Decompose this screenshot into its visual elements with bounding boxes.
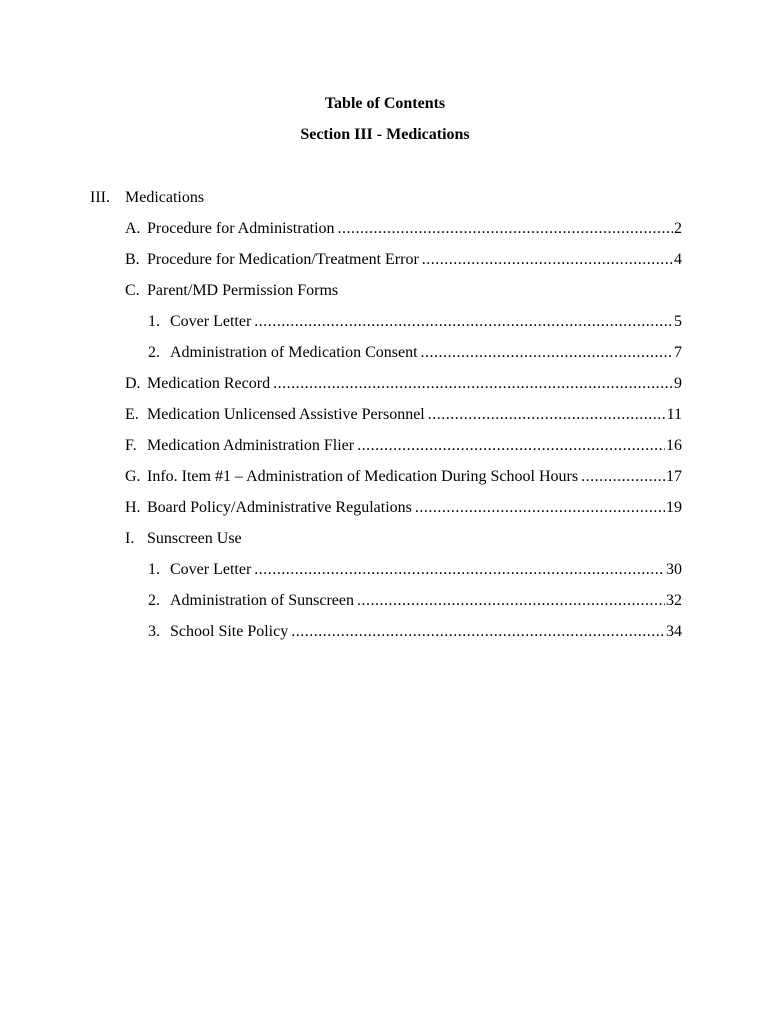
toc-entry[interactable] [0, 467, 682, 498]
toc-dot-leader [254, 312, 673, 332]
toc-page-number: 11 [666, 406, 682, 423]
toc-entry[interactable] [0, 436, 682, 467]
toc-entry-label: Administration of Sunscreen [170, 592, 354, 609]
toc-dot-leader [422, 250, 673, 270]
toc-page-number: 30 [666, 561, 682, 578]
toc-page-number: 17 [666, 468, 682, 485]
toc-entry-label: Medication Unlicensed Assistive Personnel [147, 406, 425, 423]
toc-entry[interactable] [0, 529, 682, 560]
toc-dot-leader [291, 622, 665, 642]
toc-entry[interactable] [0, 498, 682, 529]
toc-entry[interactable] [0, 560, 682, 591]
toc-entry-marker: C. [125, 282, 140, 299]
toc-entry-marker: 2. [148, 592, 160, 609]
toc-entry-label: School Site Policy [170, 623, 289, 640]
toc-entry-marker: 3. [148, 623, 160, 640]
toc-entry-marker: 2. [148, 344, 160, 361]
toc-entry-label: Procedure for Medication/Treatment Error [147, 251, 419, 268]
toc-entry[interactable] [0, 219, 682, 250]
section-heading [90, 188, 204, 208]
toc-entry-label: Medication Record [147, 375, 271, 392]
toc-entry-label: Cover Letter [170, 561, 252, 578]
toc-page-number: 2 [674, 220, 682, 237]
toc-list [0, 219, 770, 653]
toc-entry[interactable] [0, 591, 682, 622]
toc-page-number: 19 [666, 499, 682, 516]
document-title: Table of Contents [324, 95, 446, 112]
toc-entry-label: Info. Item #1 – Administration of Medication During School Hours [147, 468, 579, 485]
toc-entry-marker: A. [125, 220, 141, 237]
toc-entry-marker: B. [125, 251, 140, 268]
toc-page-number: 4 [674, 251, 682, 268]
toc-page-number: 7 [674, 344, 682, 361]
toc-dot-leader [415, 498, 665, 518]
toc-entry-marker: 1. [148, 561, 160, 578]
toc-entry[interactable] [0, 374, 682, 405]
toc-page-number: 5 [674, 313, 682, 330]
toc-entry[interactable] [0, 622, 682, 653]
toc-entry-label: Medication Administration Flier [147, 437, 355, 454]
toc-page-number: 32 [666, 592, 682, 609]
toc-dot-leader [581, 467, 665, 487]
toc-entry-marker: 1. [148, 313, 160, 330]
toc-entry-marker: I. [125, 530, 135, 547]
section-name: Medications [125, 189, 205, 206]
toc-entry-label: Board Policy/Administrative Regulations [147, 499, 412, 516]
toc-page-number: 9 [674, 375, 682, 392]
toc-entry[interactable] [0, 312, 682, 343]
toc-entry[interactable] [0, 281, 682, 312]
toc-page-number: 34 [666, 623, 682, 640]
toc-entry-label: Administration of Medication Consent [170, 344, 418, 361]
toc-entry-label: Cover Letter [170, 313, 252, 330]
toc-dot-leader [428, 405, 666, 425]
toc-dot-leader [357, 591, 665, 611]
toc-entry-marker: E. [125, 406, 139, 423]
toc-entry-marker: G. [125, 468, 141, 485]
toc-dot-leader [357, 436, 665, 456]
toc-entry[interactable] [0, 343, 682, 374]
toc-entry-label: Procedure for Administration [147, 220, 335, 237]
toc-dot-leader [273, 374, 673, 394]
toc-dot-leader [254, 560, 665, 580]
toc-dot-leader [421, 343, 673, 363]
toc-entry-marker: D. [125, 375, 141, 392]
toc-entry-marker: H. [125, 499, 141, 516]
toc-entry[interactable] [0, 405, 682, 436]
toc-entry-marker: F. [125, 437, 137, 454]
toc-entry-label: Sunscreen Use [147, 530, 242, 547]
toc-entry[interactable] [0, 250, 682, 281]
toc-entry-label: Parent/MD Permission Forms [147, 282, 339, 299]
toc-page-number: 16 [666, 437, 682, 454]
section-subtitle: Section III - Medications [300, 126, 470, 143]
toc-dot-leader [338, 219, 673, 239]
section-number: III. [90, 189, 110, 206]
